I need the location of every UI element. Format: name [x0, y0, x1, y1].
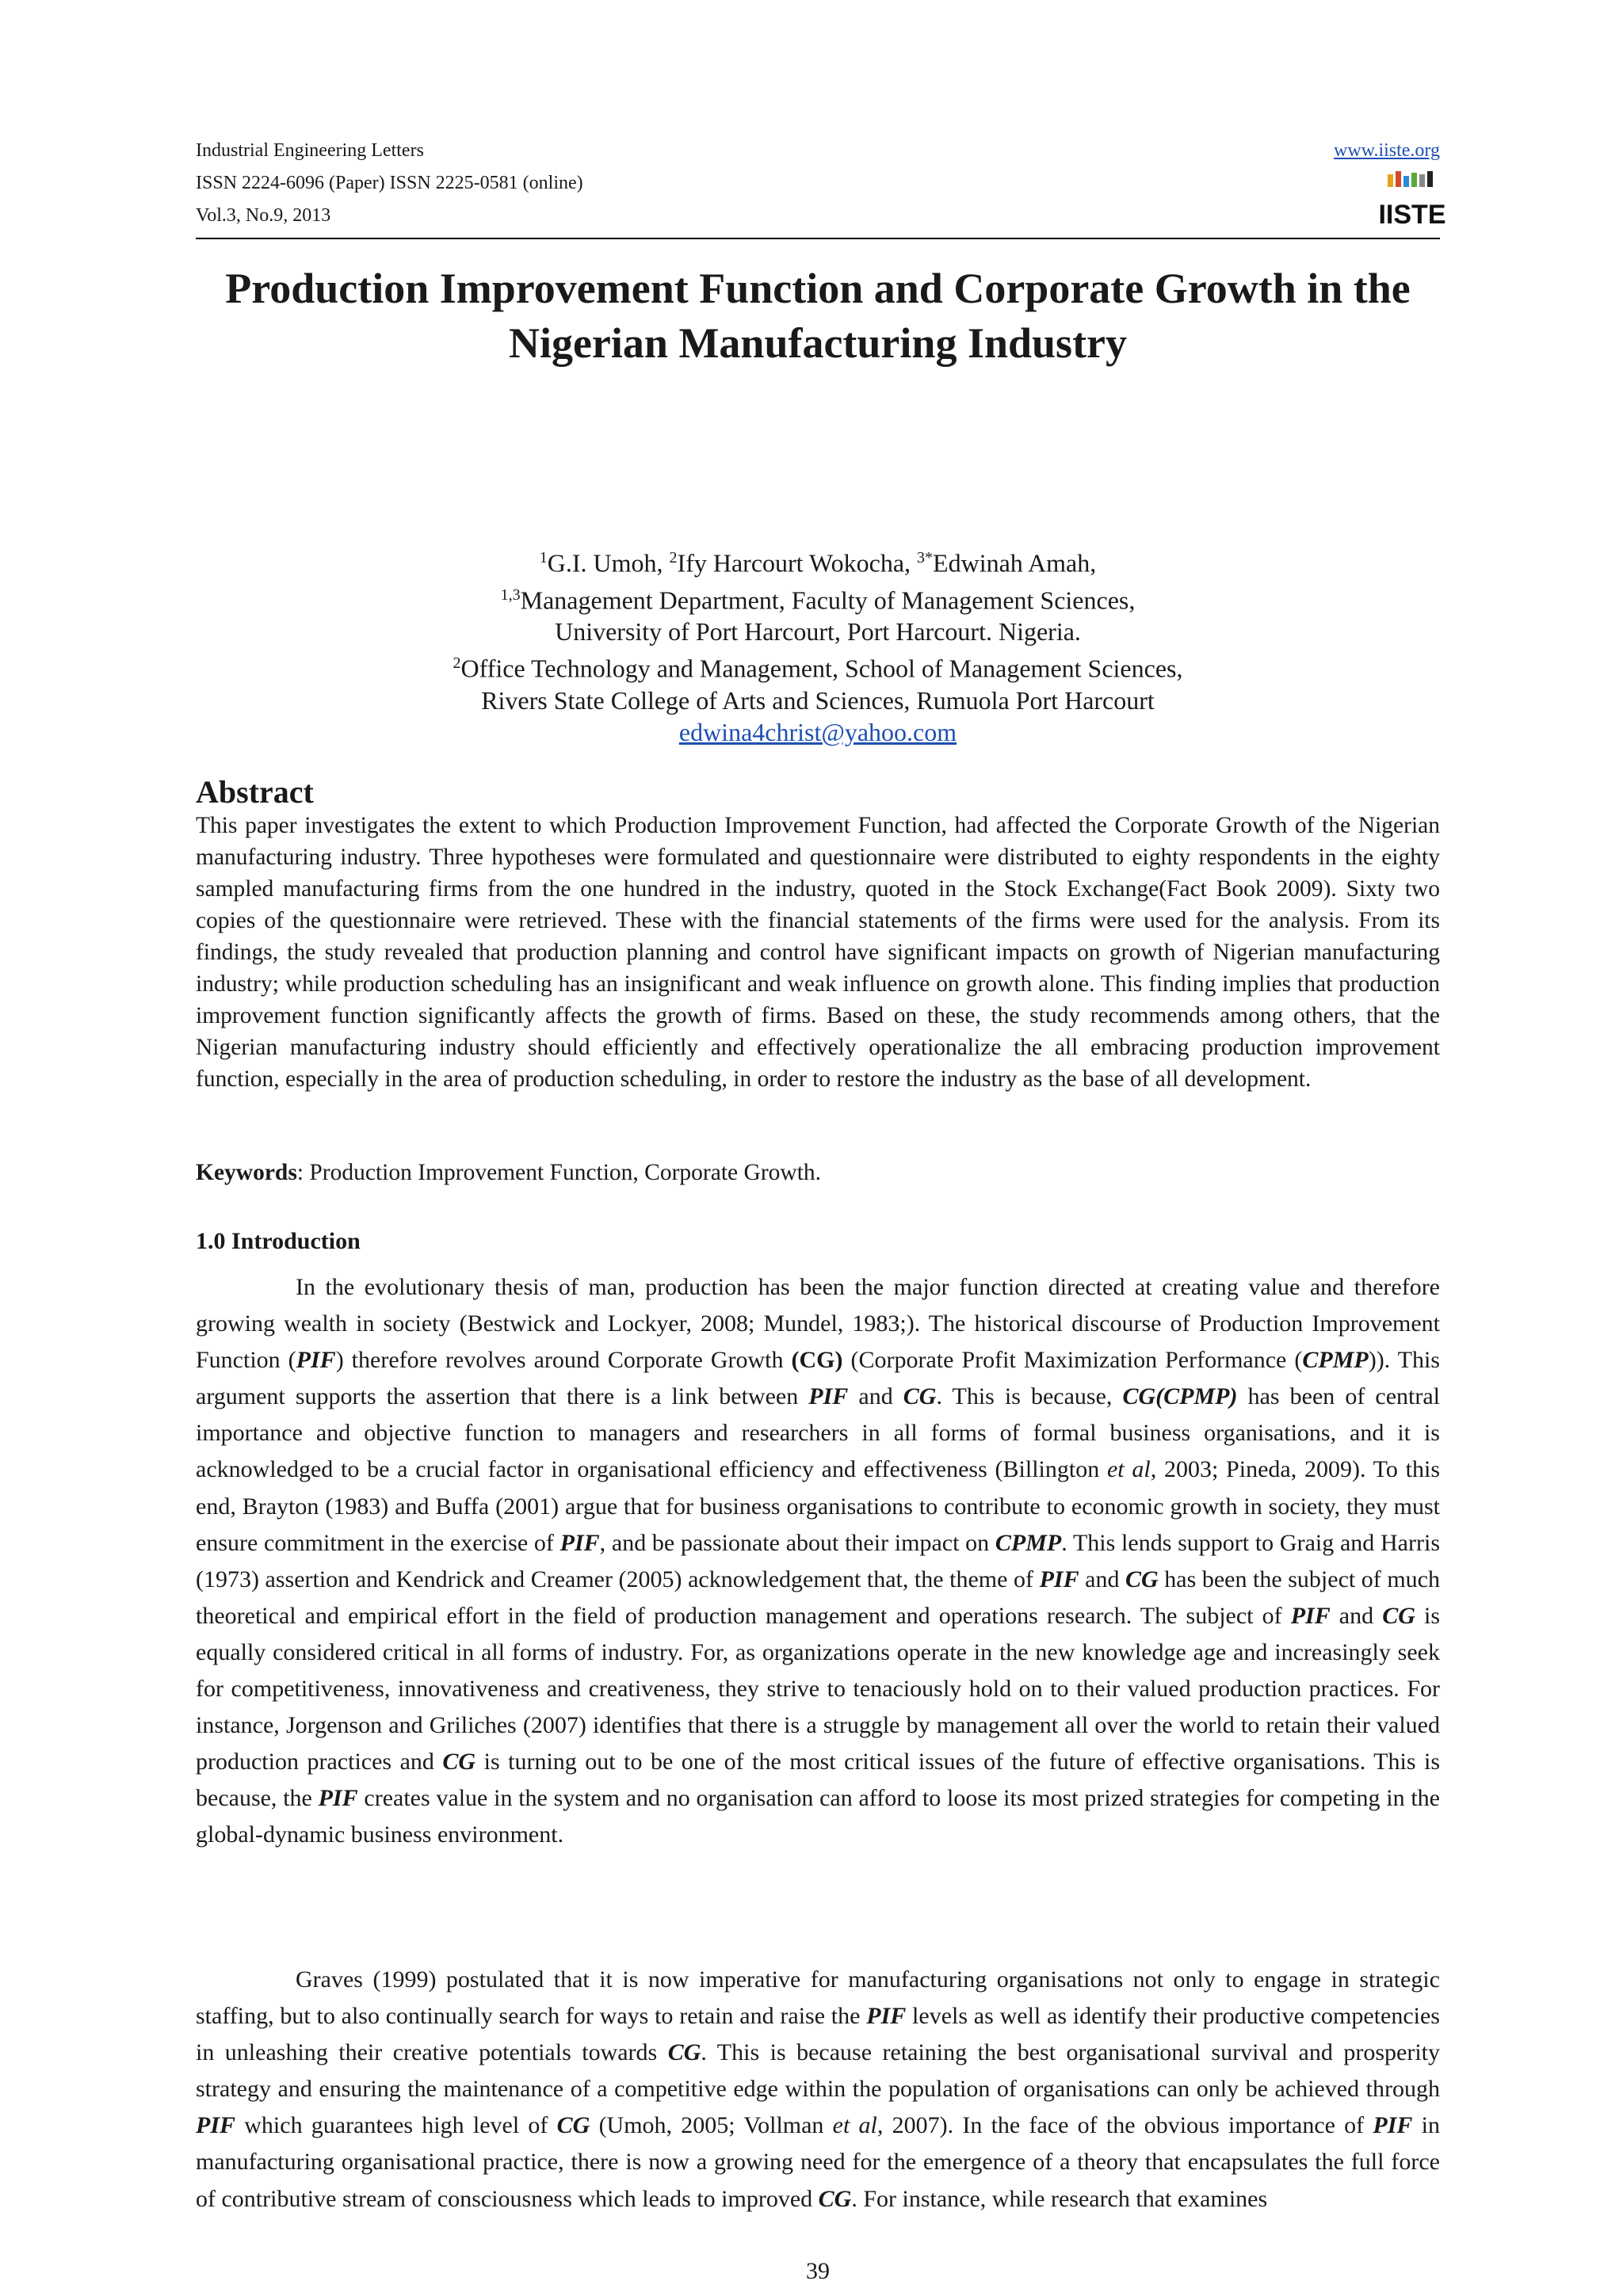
author-names: $^1$G.I. Umoh, $^2$Ify Harcourt Wokocha, $^{3*}$Edwinah Amah, [539, 548, 1097, 578]
abstract-text: This paper investigates the extent to which Production Improvement Function, had affected the Corporate Growth of the Nigerian manufacturing industry. Three hypotheses were formulated and questionnaire were distributed to eighty respondents in the eighty sampled manufacturing firms from the one hundred in the industry, quoted in the Stock Exchange(Fact Book 2009). Sixty two copies of the questionnaire were retrieved. These with the financial statements of the firms were used for the analysis. From its findings, the study revealed that production planning and control have significant impacts on growth of Nigerian manufacturing industry; while production scheduling has an insignificant and weak influence on growth alone. This finding implies that production improvement function significantly affects the growth of firms. Based on these, the study recommends among others, that the Nigerian manufacturing industry should efficiently and effectively operationalize the all embracing production improvement function, especially in the area of production scheduling, in order to restore the industry as the base of all development. [196, 813, 1440, 1092]
affiliation-2: $^2$Office Technology and Management, School of Management Sciences, [453, 654, 1183, 683]
affiliation-1: $^{1,3}$Management Department, Faculty of Management Sciences, [500, 585, 1136, 615]
abstract-heading: Abstract [196, 774, 314, 810]
paper-page [196, 135, 1446, 2284]
journal-header [196, 135, 1446, 236]
intro-paragraph-2: Graves (1999) postulated that it is now imperative for manufacturing organisations not only to engage in strategic staffing, but to also continually search for ways to retain and raise the PIF levels as well as identify their productive competencies in unleashing their creative potentials towards CG. This is because retaining the best organisational survival and prosperity strategy and ensuring the maintenance of a competitive edge within the population of organisations can only be achieved through PIF which guarantees high level of CG (Umoh, 2005; Vollman et al, 2007). In the face of the obvious importance of PIF in manufacturing organisational practice, there is now a growing need for the emergence of a theory that encapsulates the full force of contributive stream of consciousness which leads to improved CG. For instance, while research that examines [196, 1966, 1441, 2212]
affiliation-2b: Rivers State College of Arts and Sciences, Rumuola Port Harcourt [481, 685, 1155, 715]
intro-heading: 1.0 Introduction [196, 1228, 361, 1254]
paper-title [196, 261, 1440, 371]
journal-url-link[interactable]: www.iiste.org [1334, 140, 1440, 161]
keywords: Keywords: Production Improvement Function, Corporate Growth. [196, 1160, 822, 1185]
intro-paragraph-1: In the evolutionary thesis of man, production has been the major function directed at creating value and therefore growing wealth in society (Bestwick and Lockyer, 2008; Mundel, 1983;). The historical discourse of Production Improvement Function (PIF) therefore revolves around Corporate Growth (CG) (Corporate Profit Maximization Performance (CPMP)). This argument supports the assertion that there is a link between PIF and CG. This is because, CG(CPMP) has been of central importance and objective function to managers and researchers in all forms of formal business organisations, and it is acknowledged to be a crucial factor in organisational efficiency and effectiveness (Billington et al, 2003; Pineda, 2009). To this end, Brayton (1983) and Buffa (2001) argue that for business organisations to contribute to economic growth in society, they must ensure commitment in the exercise of PIF, and be passionate about their impact on CPMP. This lends support to Graig and Harris (1973) assertion and Kendrick and Creamer (2005) acknowledgement that, the theme of PIF and CG has been the subject of much theoretical and empirical effort in the field of production management and operations research. The subject of PIF and CG is equally considered critical in all forms of industry. For, as organizations operate in the new knowledge age and increasingly seek for competitiveness, innovativeness and creativeness, they strive to tenaciously hold on to their valued production practices. For instance, Jorgenson and Griliches (2007) identifies that there is a struggle by management all over the world to retain their valued production practices and CG is turning out to be one of the most critical issues of the future of effective organisations. This is because, the PIF creates value in the system and no organisation can afford to loose its most prized strategies for competing in the global-dynamic business environment. [196, 1274, 1441, 1848]
iiste-logo-icon [1378, 170, 1446, 230]
journal-issn: ISSN 2224-6096 (Paper) ISSN 2225-0581 (online) [196, 173, 583, 193]
journal-volume: Vol.3, No.9, 2013 [196, 205, 331, 226]
journal-info [196, 135, 1440, 232]
author-email-link[interactable]: edwina4christ@yahoo.com [678, 717, 957, 746]
title-line-1: Production Improvement Function and Corporate Growth in the [225, 265, 1411, 312]
title-line-2: Nigerian Manufacturing Industry [508, 319, 1128, 367]
journal-name: Industrial Engineering Letters [196, 140, 424, 161]
page-number: 39 [806, 2258, 830, 2284]
affiliation-1b: University of Port Harcourt, Port Harcourt. Nigeria. [555, 617, 1081, 646]
logo-text: IISTE [1378, 200, 1446, 230]
header-rule [196, 238, 1440, 239]
author-block [196, 542, 1440, 748]
